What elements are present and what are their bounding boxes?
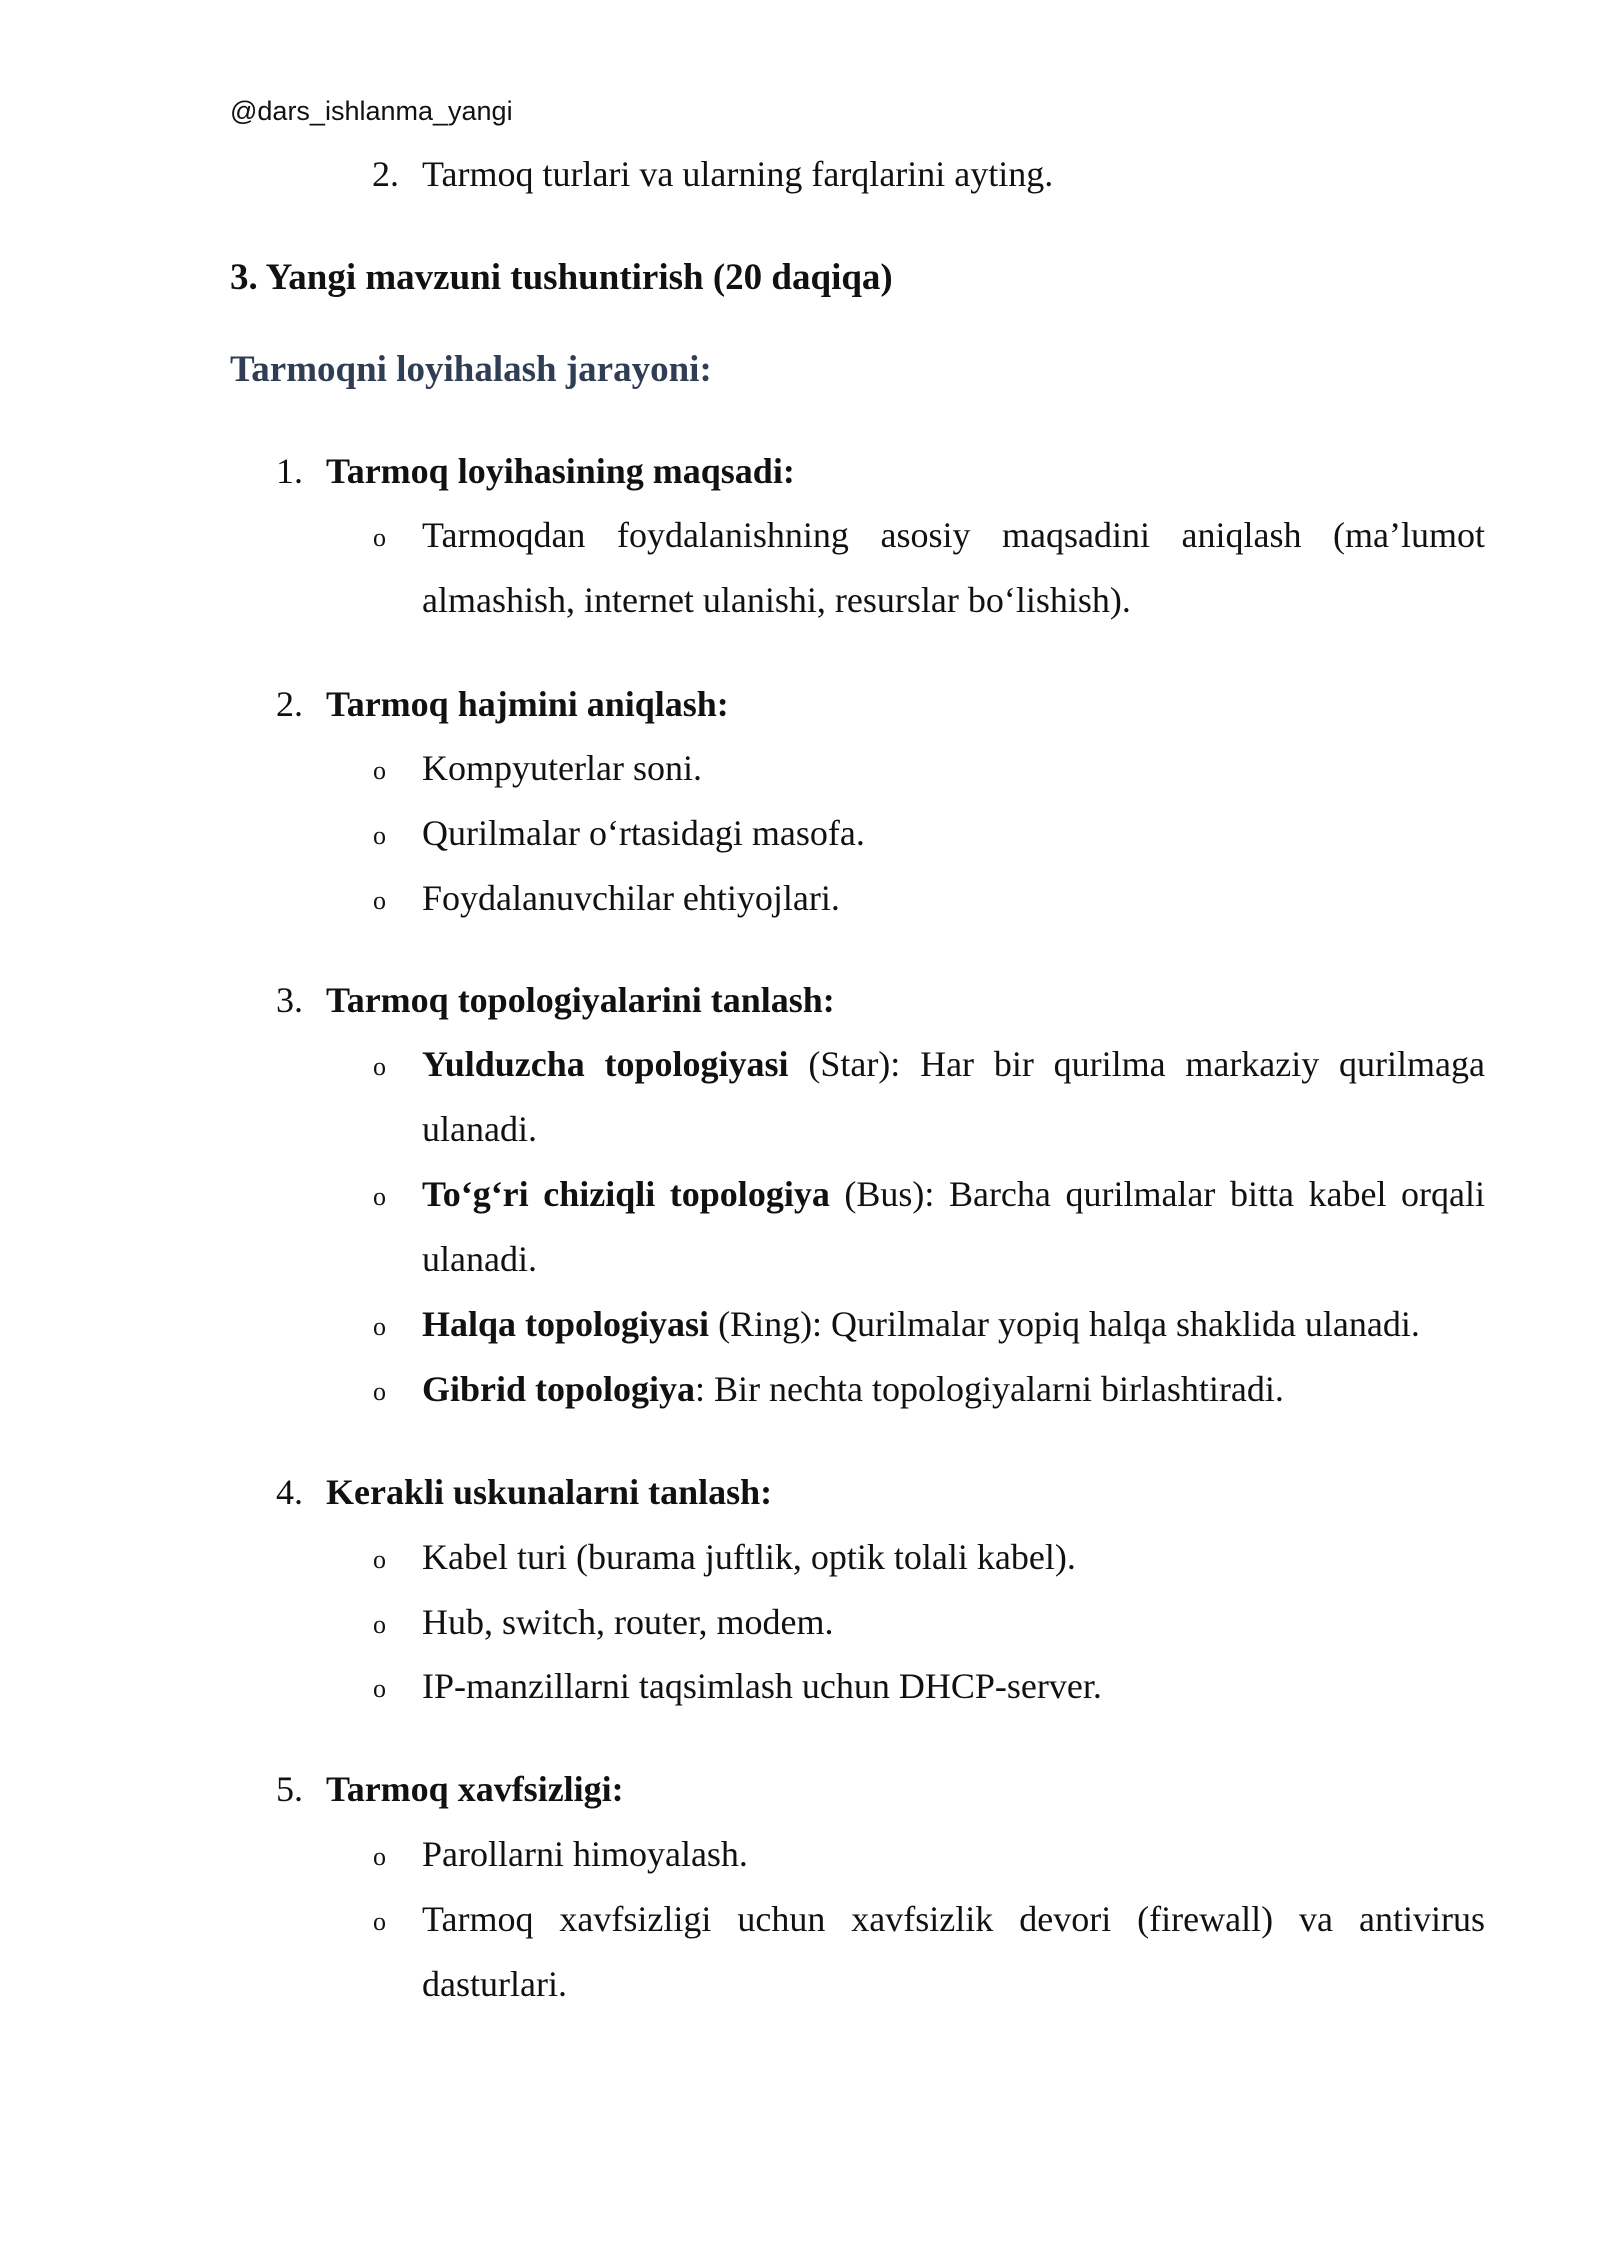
term-description: : Bir nechta topologiyalarni birlashtiradi. xyxy=(695,1369,1284,1409)
item-number: 2. xyxy=(276,684,303,724)
item-number: 5. xyxy=(276,1769,303,1809)
bullet-marker: o xyxy=(373,1907,386,1936)
list-item: Parollarni himoyalash. xyxy=(422,1834,748,1874)
list-item: IP-manzillarni taqsimlash uchun DHCP-server. xyxy=(422,1666,1102,1706)
term-label: Yulduzcha topologiyasi xyxy=(422,1044,789,1084)
item-number: 1. xyxy=(276,451,303,491)
term-label: To‘g‘ri chiziqli topologiya xyxy=(422,1174,830,1214)
subsection-title: Tarmoqni loyihalash jarayoni: xyxy=(230,349,712,390)
list-item: Hub, switch, router, modem. xyxy=(422,1602,834,1642)
item-number: 3. xyxy=(276,980,303,1020)
bullet-marker: o xyxy=(373,1545,386,1574)
bullet-marker: o xyxy=(373,1182,386,1211)
bullet-marker: o xyxy=(373,1842,386,1871)
list-item: Tarmoq xavfsizligi uchun xavfsizlik devori (firewall) va antivirus dasturlari. xyxy=(422,1899,1485,2004)
question-text: Tarmoq turlari va ularning farqlarini ayting. xyxy=(422,154,1054,194)
term-label: Halqa topologiyasi xyxy=(422,1304,710,1344)
term-description: (Ring): Qurilmalar yopiq halqa shaklida ulanadi. xyxy=(709,1304,1420,1344)
term-label: Gibrid topologiya xyxy=(422,1369,696,1409)
item-number: 4. xyxy=(276,1472,303,1512)
term-description: (Bus): Barcha qurilmalar bitta kabel orqali ulanadi. xyxy=(422,1174,1486,1279)
list-item: Kompyuterlar soni. xyxy=(422,748,702,788)
term-description: (Star): Har bir qurilma markaziy qurilmaga ulanadi. xyxy=(422,1044,1485,1149)
item-title: Tarmoq hajmini aniqlash: xyxy=(326,684,729,724)
section-title: 3. Yangi mavzuni tushuntirish (20 daqiqa) xyxy=(230,257,893,298)
list-item xyxy=(422,1357,1485,1422)
item-title: Kerakli uskunalarni tanlash: xyxy=(326,1472,773,1512)
item-title: Tarmoq loyihasining maqsadi: xyxy=(326,451,795,491)
bullet-marker: o xyxy=(373,886,386,915)
item-title: Tarmoq xavfsizligi: xyxy=(326,1769,624,1809)
list-item xyxy=(422,1162,1485,1292)
bullet-marker: o xyxy=(373,756,386,785)
bullet-marker: o xyxy=(373,1052,386,1081)
question-number: 2. xyxy=(372,154,399,194)
bullet-marker: o xyxy=(373,1312,386,1341)
list-item: Qurilmalar o‘rtasidagi masofa. xyxy=(422,813,865,853)
watermark-handle: @dars_ishlanma_yangi xyxy=(230,96,513,126)
bullet-marker: o xyxy=(373,1610,386,1639)
list-item: Kabel turi (burama juftlik, optik tolali kabel). xyxy=(422,1537,1076,1577)
list-item xyxy=(422,1292,1485,1357)
list-item xyxy=(422,1032,1485,1162)
list-item: Tarmoqdan foydalanishning asosiy maqsadini aniqlash (ma’lumot almashish, internet ulanishi, resurslar bo‘lishish). xyxy=(422,515,1485,620)
bullet-marker: o xyxy=(373,821,386,850)
bullet-marker: o xyxy=(373,523,386,552)
list-item: Foydalanuvchilar ehtiyojlari. xyxy=(422,878,840,918)
item-title: Tarmoq topologiyalarini tanlash: xyxy=(326,980,835,1020)
bullet-marker: o xyxy=(373,1674,386,1703)
bullet-marker: o xyxy=(373,1377,386,1406)
